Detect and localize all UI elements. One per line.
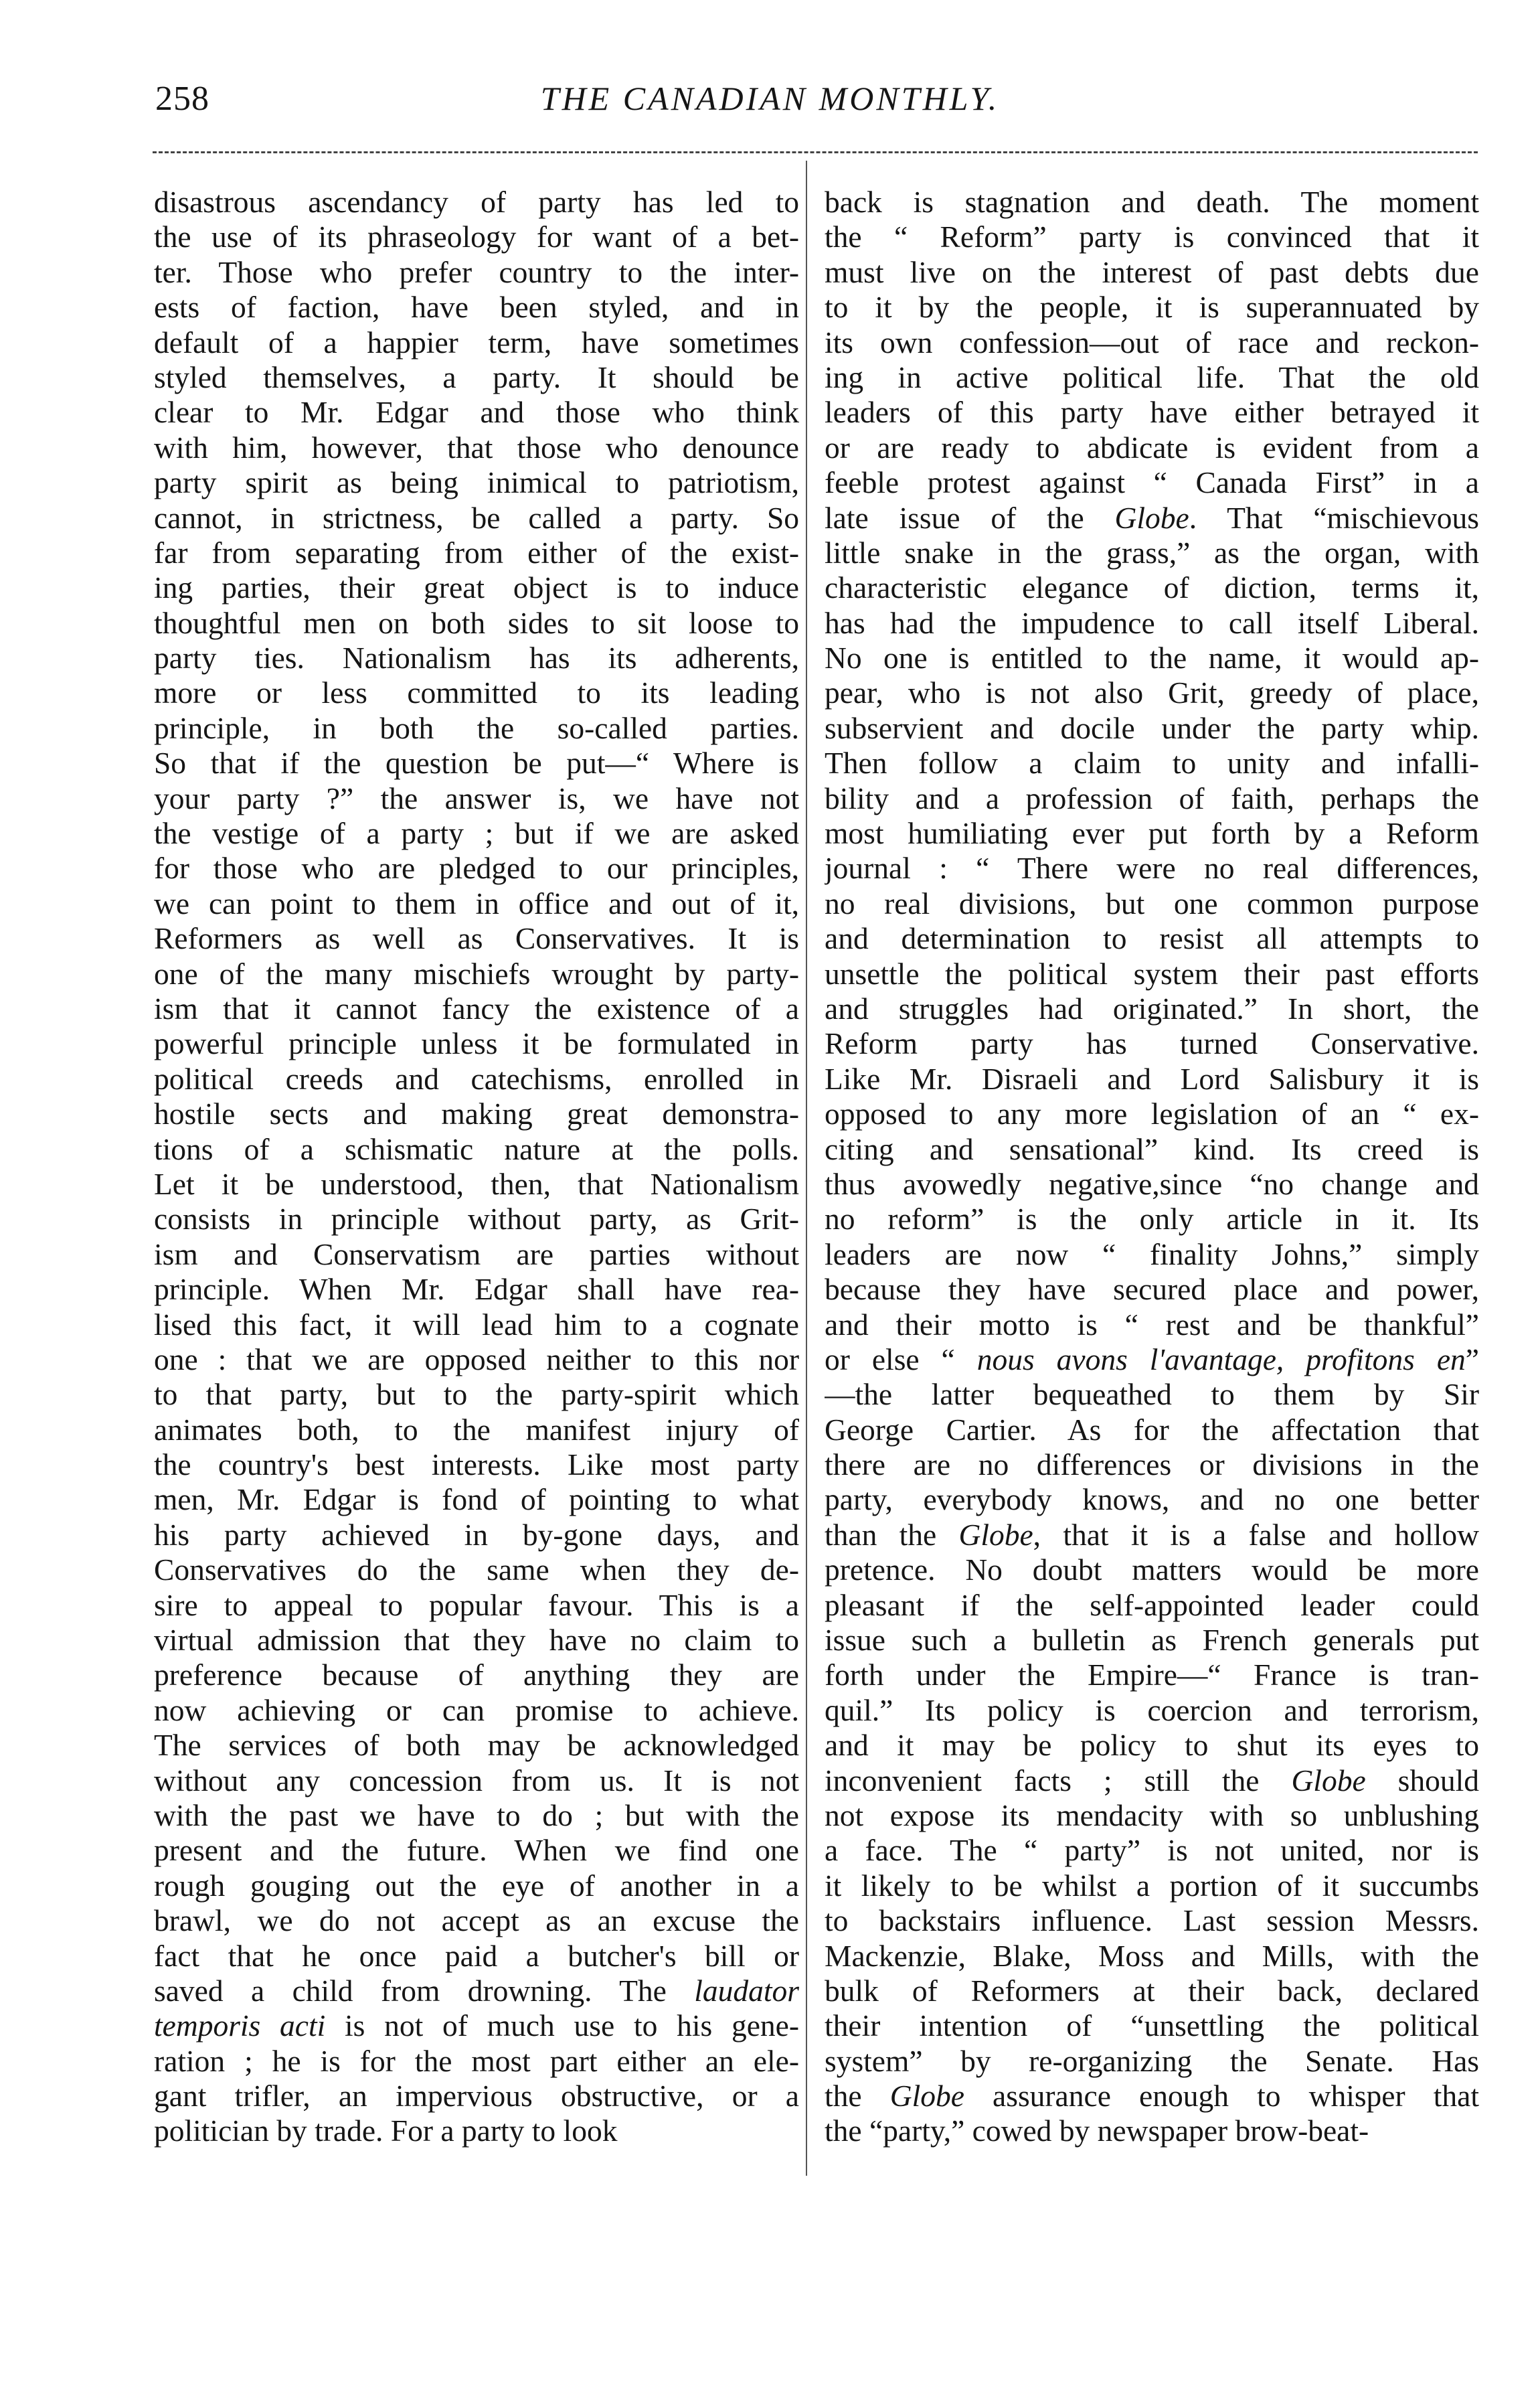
text-line: the Globe assurance enough to whisper that [825,2079,1479,2113]
text-line: politician by trade. For a party to look [154,2113,618,2148]
text-line: hostile sects and making great demonstra- [154,1097,799,1131]
text-line: ism and Conservatism are parties without [154,1236,799,1271]
text-line: fact that he once paid a butcher's bill or [154,1938,799,1973]
text-line: lised this fact, it will lead him to a cognate [154,1307,799,1342]
text-line: the “ Reform” party is convinced that it [825,220,1479,254]
text-line: little snake in the grass,” as the organ, with [825,535,1479,570]
text-line: party ties. Nationalism has its adherents, [154,641,799,675]
text-line: to backstairs influence. Last session Messrs. [825,1903,1479,1938]
text-line: gant trifler, an impervious obstructive, or a [154,2079,799,2113]
text-line: virtual admission that they have no claim to [154,1623,799,1658]
text-line: thus avowedly negative,since “no change and [825,1166,1479,1201]
text-line: or else “ nous avons l'avantage, profitons en” [825,1342,1479,1376]
text-line: thoughtful men on both sides to sit loose to [154,605,799,640]
text-line: Mackenzie, Blake, Moss and Mills, with the [825,1938,1479,1973]
text-line: men, Mr. Edgar is fond of pointing to what [154,1482,799,1517]
text-line: not expose its mendacity with so unblushing [825,1797,1479,1832]
text-line: back is stagnation and death. The moment [825,185,1479,219]
text-line: has had the impudence to call itself Liberal. [825,605,1479,640]
text-line: no reform” is the only article in it. Its [825,1202,1479,1236]
text-line: far from separating from either of the exist- [154,535,799,570]
column-divider [806,161,807,2176]
text-line: than the Globe, that it is a false and hollow [825,1517,1479,1552]
text-line: without any concession from us. It is not [154,1763,799,1797]
text-line: characteristic elegance of diction, terms it, [825,570,1479,605]
text-line: one of the many mischiefs wrought by party- [154,956,799,991]
text-line: preference because of anything they are [154,1658,799,1692]
text-line: issue such a bulletin as French generals put [825,1623,1479,1658]
text-line: a face. The “ party” is not united, nor is [825,1833,1479,1868]
text-line: and struggles had originated.” In short, the [825,991,1479,1026]
text-line: Then follow a claim to unity and infalli- [825,746,1479,781]
text-line: consists in principle without party, as Grit- [154,1202,799,1236]
text-line: must live on the interest of past debts due [825,254,1479,289]
text-line: sire to appeal to popular favour. This is a [154,1587,799,1622]
text-line: with the past we have to do ; but with the [154,1797,799,1832]
text-line: feeble protest against “ Canada First” in a [825,465,1479,500]
text-line: ter. Those who prefer country to the inter- [154,254,799,289]
left-column [154,185,799,2149]
text-line: to it by the people, it is superannuated by [825,290,1479,325]
text-line: The services of both may be acknowledged [154,1728,799,1763]
text-line: George Cartier. As for the affectation that [825,1412,1479,1447]
text-line: to that party, but to the party-spirit which [154,1377,799,1412]
text-line: the country's best interests. Like most party [154,1447,799,1482]
text-line: the use of its phraseology for want of a bet- [154,220,799,254]
header-rule [153,151,1478,153]
text-line: we can point to them in office and out of it, [154,886,799,921]
text-line: journal : “ There were no real differences, [825,851,1479,886]
text-line: Conservatives do the same when they de- [154,1552,799,1587]
text-line: now achieving or can promise to achieve. [154,1692,799,1727]
text-line: and it may be policy to shut its eyes to [825,1728,1479,1763]
text-line: animates both, to the manifest injury of [154,1412,799,1447]
text-line: your party ?” the answer is, we have not [154,781,799,815]
text-line: citing and sensational” kind. Its creed is [825,1131,1479,1166]
text-line: party spirit as being inimical to patriotism, [154,465,799,500]
text-line: leaders of this party have either betrayed it [825,395,1479,430]
text-line: saved a child from drowning. The laudator [154,1973,799,2008]
text-line: for those who are pledged to our principles, [154,851,799,886]
text-line: Reformers as well as Conservatives. It is [154,921,799,956]
right-column [825,185,1479,2149]
text-line: with him, however, that those who denounce [154,430,799,465]
text-line: —the latter bequeathed to them by Sir [825,1377,1479,1412]
text-line: brawl, we do not accept as an excuse the [154,1903,799,1938]
text-line: ing in active political life. That the old [825,359,1479,394]
text-line: and their motto is “ rest and be thankful” [825,1307,1479,1342]
text-line: pretence. No doubt matters would be more [825,1552,1479,1587]
text-line: most humiliating ever put forth by a Reform [825,816,1479,851]
text-line: Reform party has turned Conservative. [825,1026,1479,1061]
text-line: ests of faction, have been styled, and in [154,290,799,325]
text-line: it likely to be whilst a portion of it succumbs [825,1868,1479,1903]
text-line: powerful principle unless it be formulated in [154,1026,799,1061]
text-line: and determination to resist all attempts to [825,921,1479,956]
text-line: rough gouging out the eye of another in a [154,1868,799,1903]
text-line: ration ; he is for the most part either an ele- [154,2043,799,2078]
page-number: 258 [155,80,209,118]
text-line: present and the future. When we find one [154,1833,799,1868]
text-line: system” by re-organizing the Senate. Has [825,2043,1479,2078]
text-line: inconvenient facts ; still the Globe should [825,1763,1479,1797]
text-line: quil.” Its policy is coercion and terrorism, [825,1692,1479,1727]
text-line: political creeds and catechisms, enrolled in [154,1061,799,1096]
text-line: bility and a profession of faith, perhaps the [825,781,1479,815]
text-line: subservient and docile under the party whip. [825,710,1479,745]
text-line: the vestige of a party ; but if we are asked [154,816,799,851]
text-line: forth under the Empire—“ France is tran- [825,1658,1479,1692]
text-line: no real divisions, but one common purpose [825,886,1479,921]
text-line: clear to Mr. Edgar and those who think [154,395,799,430]
text-line: late issue of the Globe. That “mischievous [825,500,1479,535]
text-line: principle, in both the so-called parties. [154,710,799,745]
text-line: pleasant if the self-appointed leader could [825,1587,1479,1622]
text-line: ism that it cannot fancy the existence of a [154,991,799,1026]
text-line: bulk of Reformers at their back, declared [825,1973,1479,2008]
text-line: principle. When Mr. Edgar shall have rea- [154,1272,799,1307]
text-line: Like Mr. Disraeli and Lord Salisbury it is [825,1061,1479,1096]
text-line: its own confession—out of race and reckon- [825,325,1479,359]
text-line: Let it be understood, then, that Nationalism [154,1166,799,1201]
text-line: because they have secured place and power, [825,1272,1479,1307]
text-line: ing parties, their great object is to induce [154,570,799,605]
text-line: styled themselves, a party. It should be [154,359,799,394]
text-line: their intention of “unsettling the political [825,2008,1479,2043]
text-line: temporis acti is not of much use to his gene- [154,2008,799,2043]
text-line: the “party,” cowed by newspaper brow-beat- [825,2113,1369,2148]
text-line: disastrous ascendancy of party has led to [154,185,799,219]
text-line: unsettle the political system their past efforts [825,956,1479,991]
text-line: or are ready to abdicate is evident from a [825,430,1479,465]
text-line: more or less committed to its leading [154,675,799,710]
text-line: No one is entitled to the name, it would ap- [825,641,1479,675]
text-line: party, everybody knows, and no one better [825,1482,1479,1517]
text-line: one : that we are opposed neither to this nor [154,1342,799,1376]
running-head: THE CANADIAN MONTHLY. [540,80,1000,117]
text-line: So that if the question be put—“ Where is [154,746,799,781]
text-line: tions of a schismatic nature at the polls. [154,1131,799,1166]
text-line: pear, who is not also Grit, greedy of place, [825,675,1479,710]
text-line: his party achieved in by-gone days, and [154,1517,799,1552]
text-line: leaders are now “ finality Johns,” simply [825,1236,1479,1271]
text-line: opposed to any more legislation of an “ ex- [825,1097,1479,1131]
text-line: there are no differences or divisions in the [825,1447,1479,1482]
text-line: cannot, in strictness, be called a party. So [154,500,799,535]
text-line: default of a happier term, have sometimes [154,325,799,359]
